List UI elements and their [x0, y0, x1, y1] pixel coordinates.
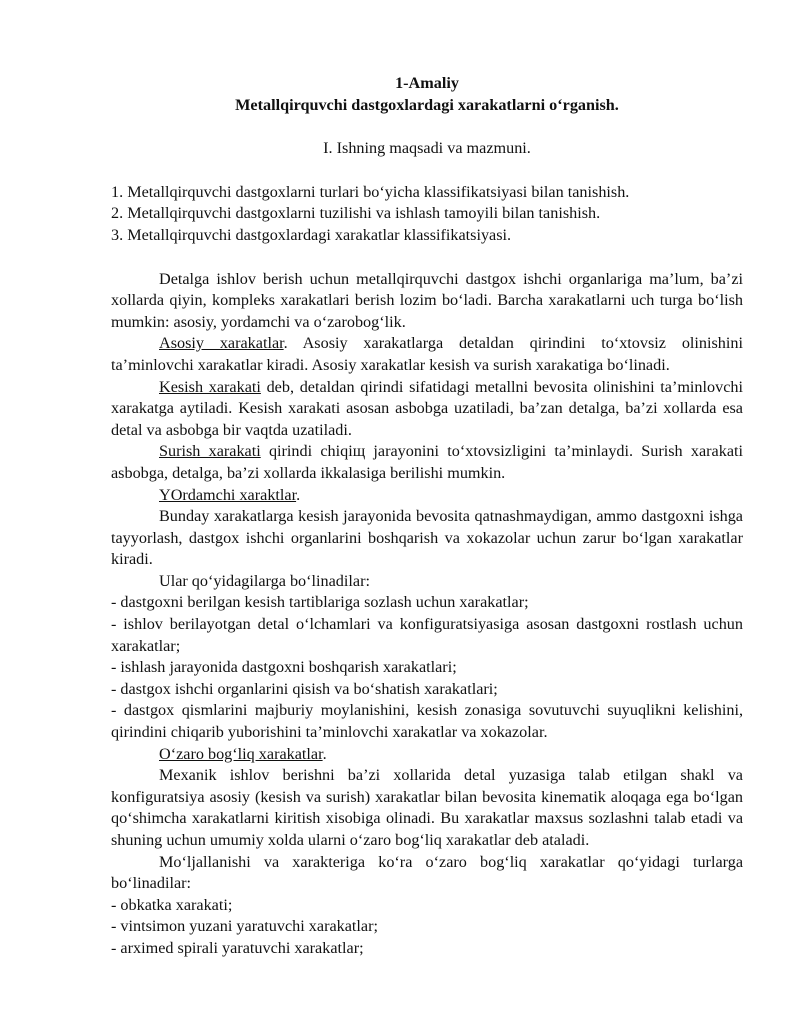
list-item: - ishlov berilayotgan detal o‘lchamlari va konfiguratsiyasiga asosan dastgoxni rostlash uchun xarakatlar;: [111, 615, 743, 655]
list-item: - dastgoxni berilgan kesish tartiblariga sozlash uchun xarakatlar;: [111, 593, 529, 612]
list-item: - vintsimon yuzani yaratuvchi xarakatlar;: [111, 917, 378, 936]
task-item: 1. Metallqirquvchi dastgoxlarni turlari bo‘yicha klassifikatsiyasi bilan tanishish.: [111, 182, 630, 201]
task-list: [111, 182, 743, 247]
task-item: 3. Metallqirquvchi dastgoxlardagi xarakatlar klassifikatsiyasi.: [111, 225, 512, 244]
yordamchi-paragraph: Bunday xarakatlarga kesish jarayonida bevosita qatnashmaydigan, ammo dastgoxni ishga tayyorlash, dastgox ishchi organlarini boshqarish va xokazolar uchun zarur bo‘lgan xarakatlar kiradi.: [111, 507, 743, 569]
kesish-term: Kesish xarakati: [159, 377, 261, 396]
list-item: - arximed spirali yaratuvchi xarakatlar;: [111, 938, 364, 957]
section-title: I. Ishning maqsadi va mazmuni.: [323, 139, 531, 158]
yordamchi-list-intro: Ular qo‘yidagilarga bo‘linadilar:: [159, 571, 370, 590]
lab-number: 1-Amaliy: [395, 74, 459, 92]
ozaro-list: [111, 895, 743, 960]
ozaro-suffix: .: [322, 744, 327, 763]
list-item: - dastgox ishchi organlarini qisish va bo‘shatish xarakatlari;: [111, 679, 498, 698]
surish-text: qirindi chiqiщ jarayonini to‘xtovsizligini ta’minlaydi. Surish xarakati asbobga, detalga, ba’zi xollarda ikkalasiga berilishi mumkin.: [111, 442, 743, 482]
ozaro-list-intro: Mo‘ljallanishi va xarakteriga ko‘ra o‘zaro bog‘liq xarakatlar qo‘yidagi turlarga bo‘linadilar:: [111, 852, 743, 893]
kesish-text: deb, detaldan qirindi sifatidagi metallni bevosita olinishini ta’minlovchi xarakatga aytiladi. Kesish xarakati asosan asbobga uzatiladi, ba’zan detalga, ba’zi xollarda esa detal va asbobga bir vaqtda uzatiladi.: [111, 377, 743, 439]
asosiy-term: Asosiy xarakatlar: [159, 334, 284, 353]
list-item: - ishlash jarayonida dastgoxni boshqarish xarakatlari;: [111, 658, 457, 677]
list-item: - obkatka xarakati;: [111, 895, 233, 914]
ozaro-term: O‘zaro bog‘liq xarakatlar: [159, 744, 323, 763]
surish-term: Surish xarakati: [159, 442, 261, 461]
ozaro-heading: [111, 744, 743, 766]
yordamchi-heading: [111, 485, 743, 507]
task-item: 2. Metallqirquvchi dastgoxlarni tuzilishi va ishlash tamoyili bilan tanishish.: [111, 204, 601, 223]
intro-paragraph: Detalga ishlov berish uchun metallqirquvchi dastgox ishchi organlariga ma’lum, ba’zi xollarda qiyin, kompleks xarakatlari berish lozim bo‘ladi. Barcha xarakatlarni uch turga bo‘lish mumkin: asosiy, yordamchi va o‘zarobog‘lik.: [111, 269, 743, 331]
yordamchi-term: YOrdamchi xaraktlar: [159, 485, 297, 504]
kesish-paragraph: [111, 377, 743, 442]
yordamchi-suffix: .: [296, 485, 301, 504]
asosiy-text: . Asosiy xarakatlarga detaldan qirindini to‘xtovsiz olinishini ta’minlovchi xarakatlar kiradi. Asosiy xarakatlar kesish va surish xarakatiga bo‘linadi.: [111, 334, 743, 374]
yordamchi-list: [111, 592, 743, 743]
list-item: - dastgox qismlarini majburiy moylanishini, kesish zonasiga sovutuvchi suyuqlikni kelishini, qirindini chiqarib yuborishini ta’minlovchi xarakatlar va xokazolar.: [111, 701, 743, 742]
ozaro-paragraph: Mexanik ishlov berishni ba’zi xollarida detal yuzasiga talab etilgan shakl va konfiguratsiya asosiy (kesish va surish) xarakatlar bilan bevosita kinematik aloqaga ega bo‘lgan qo‘shimcha xarakatlarni kiritish xisobiga olinadi. Bu xarakatlar maxsus sozlashni talab etadi va shuning uchun umumiy xolda ularni o‘zaro bog‘liq xarakatlar deb ataladi.: [111, 766, 743, 849]
asosiy-paragraph: [111, 333, 743, 376]
surish-paragraph: [111, 441, 743, 484]
document-title: Metallqirquvchi dastgoxlardagi xarakatlarni o‘rganish.: [235, 95, 619, 114]
